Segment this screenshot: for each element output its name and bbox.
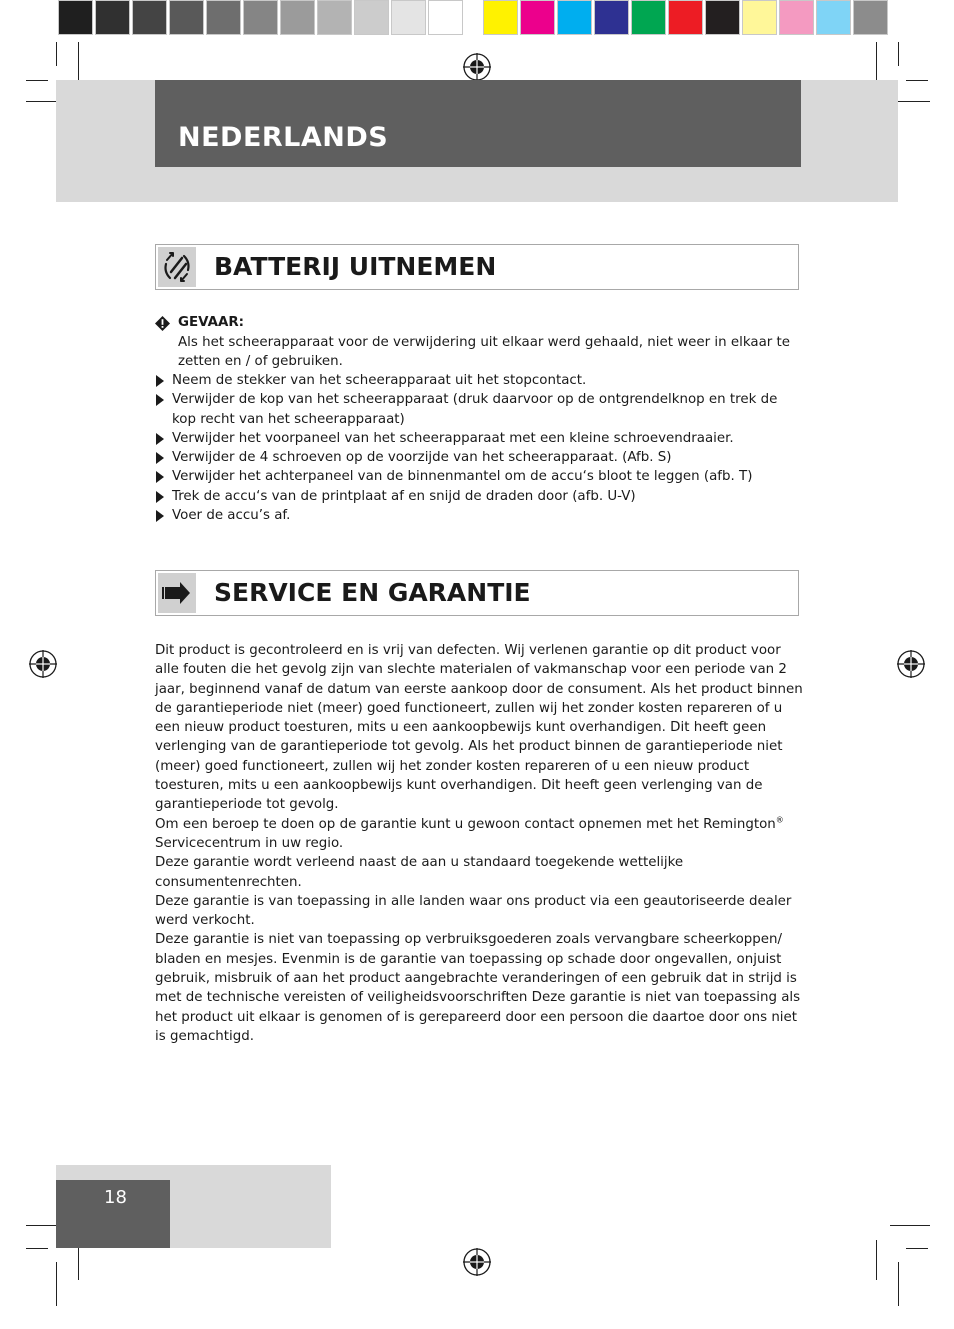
step-item [155, 487, 795, 506]
crop-mark [26, 80, 48, 81]
bullet-arrow-icon [156, 394, 164, 406]
process-swatch [705, 0, 740, 35]
section-title: SERVICE EN GARANTIE [214, 578, 531, 607]
step-text: Neem de stekker van het scheerapparaat uit het stopcontact. [172, 373, 587, 388]
crop-mark [876, 1240, 877, 1280]
page-number: 18 [104, 1187, 127, 1208]
process-swatch [668, 0, 703, 35]
warranty-paragraph [155, 815, 803, 854]
section-header-battery [155, 244, 799, 290]
process-swatch [557, 0, 592, 35]
step-item [155, 506, 795, 525]
process-swatch [742, 0, 777, 35]
grayscale-swatch [391, 0, 426, 35]
registration-mark-icon [462, 1247, 492, 1277]
warranty-paragraph: Deze garantie is niet van toepassing op verbruiksgoederen zoals vervangbare scheerkoppen/ bladen en mesjes. Evenmin is de garantie van toepassing op schade door ongevallen, onjuist gebruik, misbruik of aan het product aangebrachte veranderingen of een gebruik dat in strijd is met de technische vereisten of veiligheidsvoorschriften Deze garantie is niet van toepassing als het product uit elkaar is genomen of is gerepareerd door een persoon die daartoe door ons niet is gemachtigd. [155, 932, 801, 1044]
step-item [155, 371, 795, 390]
grayscale-color-bar [58, 0, 465, 38]
grayscale-swatch [317, 0, 352, 35]
grayscale-swatch [206, 0, 241, 35]
step-item [155, 467, 795, 486]
grayscale-swatch [428, 0, 463, 35]
bullet-arrow-icon [156, 491, 164, 503]
bullet-arrow-icon [156, 452, 164, 464]
crop-mark [56, 1262, 57, 1306]
warranty-paragraph: Dit product is gecontroleerd en is vrij van defecten. Wij verlenen garantie op dit product voor alle fouten die het gevolg zijn van slechte materialen of vakmanschap voor een periode van 2 jaar, beginnend vanaf de datum van eerste aankoop door de consument. Als het product binnen de garantieperiode niet (meer) goed functioneert, zullen wij het zonder kosten repareren of u een nieuw product toesturen, mits u een aankoopbewijs kunt overhandigen. Dit heeft geen verlenging van de garantieperiode tot gevolg. Als het product binnen de garantieperiode niet (meer) goed functioneert, zullen wij het zonder kosten repareren of u een nieuw product toesturen, mits u een aankoopbewijs kunt overhandigen. Dit heeft geen verlenging van de garantieperiode tot gevolg. [155, 643, 803, 813]
arrow-right-icon [158, 573, 196, 613]
step-text: Verwijder het achterpaneel van de binnenmantel om de accu‘s bloot te leggen (afb. T) [172, 469, 753, 485]
step-text: Verwijder de kop van het scheerapparaat (druk daarvoor op de ontgrendelknop en trek de kop recht van het scheerapparaat) [172, 392, 778, 427]
crop-mark [890, 1225, 930, 1226]
process-swatch [483, 0, 518, 35]
grayscale-swatch [95, 0, 130, 35]
step-item [155, 390, 795, 429]
process-swatch [853, 0, 888, 35]
registration-mark-icon [462, 52, 492, 82]
crop-mark [906, 80, 928, 81]
crop-mark [56, 42, 57, 66]
grayscale-swatch [280, 0, 315, 35]
grayscale-swatch [58, 0, 93, 35]
page-title: NEDERLANDS [178, 122, 389, 153]
process-swatch [631, 0, 666, 35]
step-item [155, 448, 795, 467]
warranty-text [155, 641, 803, 1046]
crop-mark [898, 42, 899, 66]
warranty-paragraph: Deze garantie wordt verleend naast de aan u standaard toegekende wettelijke consumentenrechten. [155, 855, 684, 890]
warranty-contact-text-end: Servicecentrum in uw regio. [155, 835, 344, 851]
bullet-arrow-icon [156, 471, 164, 483]
process-swatch [594, 0, 629, 35]
crop-mark [898, 1262, 899, 1306]
process-color-bar [483, 0, 890, 38]
warning-icon [155, 316, 170, 331]
process-swatch [520, 0, 555, 35]
process-swatch [779, 0, 814, 35]
process-swatch [816, 0, 851, 35]
crop-mark [26, 1248, 48, 1249]
crop-mark [906, 1248, 928, 1249]
warranty-contact-text: Om een beroep te doen op de garantie kunt u gewoon contact opnemen met het Remington [155, 816, 776, 832]
step-text: Verwijder het voorpaneel van het scheerapparaat met een kleine schroevendraaier. [172, 430, 734, 446]
step-text: Trek de accu‘s van de printplaat af en snijd de draden door (afb. U-V) [172, 488, 636, 504]
bullet-arrow-icon [156, 375, 164, 387]
step-text: Voer de accu’s af. [172, 508, 291, 524]
registration-mark-icon [896, 649, 926, 679]
section-header-service [155, 570, 799, 616]
bullet-arrow-icon [156, 510, 164, 522]
bullet-arrow-icon [156, 433, 164, 445]
warranty-paragraph: Deze garantie is van toepassing in alle landen waar ons product via een geautoriseerde dealer werd verkocht. [155, 893, 792, 929]
registered-mark: ® [775, 815, 784, 825]
grayscale-swatch [354, 0, 389, 35]
danger-label: GEVAAR: [178, 315, 244, 330]
registration-mark-icon [28, 649, 58, 679]
grayscale-swatch [132, 0, 167, 35]
step-text: Verwijder de 4 schroeven op de voorzijde van het scheerapparaat. (Afb. S) [172, 450, 672, 466]
recycle-icon [158, 247, 196, 287]
grayscale-swatch [169, 0, 204, 35]
steps-list [155, 371, 795, 525]
step-item [155, 429, 795, 448]
section-title: BATTERIJ UITNEMEN [214, 252, 497, 281]
grayscale-swatch [243, 0, 278, 35]
danger-text: Als het scheerapparaat voor de verwijdering uit elkaar werd gehaald, niet weer in elkaar te zetten en / of gebruiken. [178, 334, 791, 369]
